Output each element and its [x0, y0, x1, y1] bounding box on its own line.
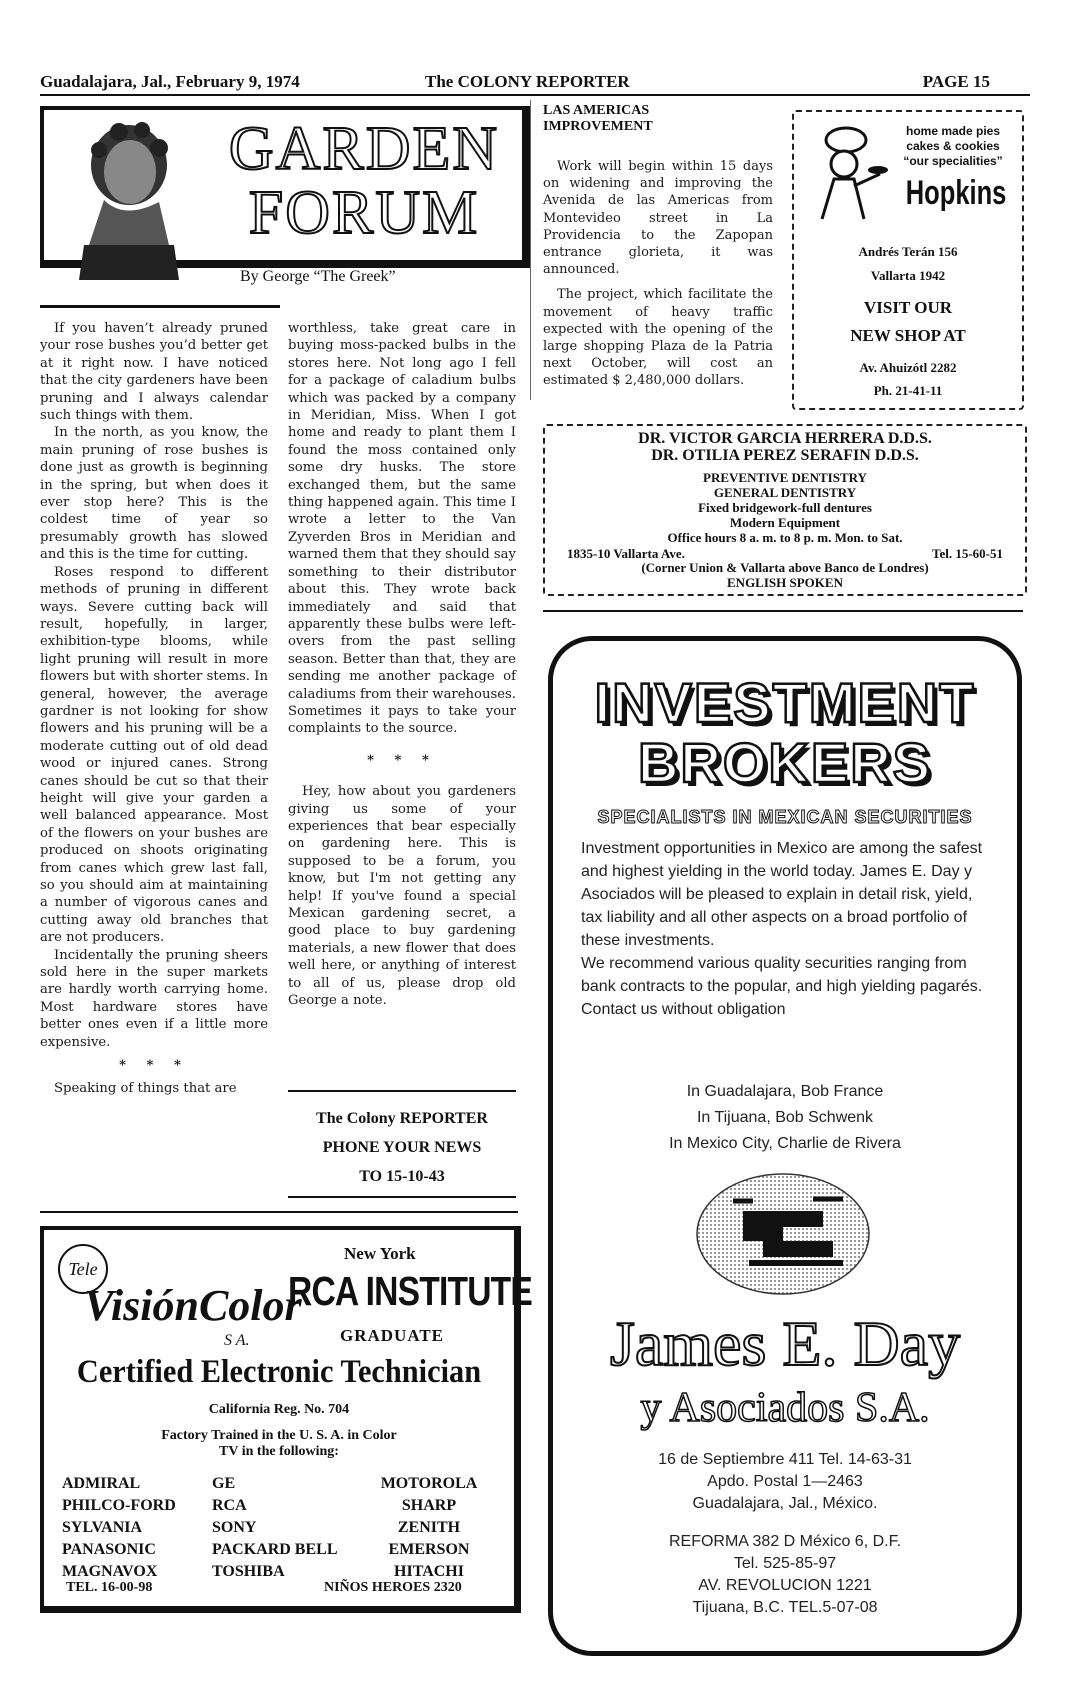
brand: PACKARD BELL [212, 1541, 338, 1558]
address-line: 16 de Septiembre 411 Tel. 14-63-31 [658, 1451, 912, 1468]
dentist-address: 1835-10 Vallarta Ave. [567, 546, 685, 561]
paragraph: The project, which facilitate the movement of heavy traffic expected with the opening of the large shopping Plaza de la Patria next October, will cost an estimated $ 2,480,000 dollars. [543, 287, 773, 389]
hopkins-name: Hopkins [905, 174, 1007, 212]
byline: By George “The Greek” [240, 268, 396, 285]
brand-list-2 [212, 1473, 338, 1583]
brokers-title: BROKERS [637, 731, 933, 794]
brand: PANASONIC [62, 1541, 156, 1558]
paragraph: Contact us without obligation [581, 1001, 786, 1018]
investment-subtitle: SPECIALISTS IN MEXICAN SECURITIES [597, 807, 973, 827]
english-spoken: ENGLISH SPOKEN [727, 575, 843, 590]
page-number: PAGE 15 [922, 72, 990, 91]
vision-color-logo: VisiónColor [84, 1281, 302, 1330]
new-york-label: New York [344, 1244, 416, 1263]
factory-line-1: Factory Trained in the U. S. A. in Color [161, 1428, 397, 1443]
brand: EMERSON [388, 1541, 470, 1558]
paragraph: Work will begin within 15 days on widening and improving the Avenida de las Americas from Montevideo street in La Providencia to the Zapopan entrance glorieta, it was announced. [543, 159, 773, 278]
tagline-line: home made pies [905, 124, 1001, 138]
firm-name: James E. Day [609, 1308, 961, 1379]
phone-box-bottom-rule [288, 1196, 516, 1198]
brand: GE [212, 1475, 236, 1492]
dateline: Guadalajara, Jal., February 9, 1974 [40, 72, 300, 91]
logo-sa: S A. [224, 1332, 250, 1349]
brand: SONY [212, 1519, 257, 1536]
firm-name-2: y Asociados S.A. [640, 1385, 930, 1431]
phone-box-line-2: PHONE YOUR NEWS [322, 1139, 482, 1156]
americas-headline: LAS AMERICAS IMPROVEMENT [543, 103, 653, 134]
tv-technician-ad [40, 1226, 532, 1613]
paragraph: Incidentally the pruning sheers sold here in the super markets are hardly worth carrying home. Most hardware stores have better ones even if a little more expensive. [40, 947, 268, 1050]
location-line: (Corner Union & Vallarta above Banco de Londres) [641, 560, 929, 575]
tagline-line: “our specialities” [903, 154, 1003, 168]
address-line: Vallarta 1942 [870, 268, 946, 283]
graduate-label: GRADUATE [340, 1326, 445, 1345]
rca-institute: RCA INSTITUTE [288, 1268, 532, 1314]
brand: HITACHI [394, 1563, 464, 1580]
paragraph: Speaking of things that are [54, 1081, 237, 1097]
dentist-location [545, 560, 1025, 590]
address-line: Tijuana, B.C. TEL.5-07-08 [692, 1599, 878, 1616]
tv-phone: TEL. 16-00-98 [66, 1580, 153, 1595]
hopkins-bakery-ad [792, 110, 1024, 410]
garden-column-1 [40, 320, 268, 1098]
paragraph: worthless, take great care in buying moss-packed bulbs in the stores here. Not long ago I fell for a package of caladium bulbs which was packed by a company in Meridian, Miss. When I got home and ready to plant them I found the moss contained only some dry husks. The store exchanged them, but the same thing happened again. This time I wrote a letter to the Van Zyverden Bros in Meridian and warned them that they should say something to their distributor about this. They wrote back immediately and said that apparently these bulbs were left-overs from the past selling season. Better than that, they are sending me another package of caladiums from their warehouses. Sometimes it pays to take your complaints to the source. [288, 321, 516, 737]
contact-line: In Mexico City, Charlie de Rivera [669, 1135, 901, 1152]
contact-line: In Tijuana, Bob Schwenk [696, 1109, 874, 1126]
investment-title: INVESTMENT [594, 671, 976, 734]
forum-title: FORUM [248, 179, 480, 247]
brand: ADMIRAL [62, 1475, 141, 1492]
header-rule [40, 94, 1030, 96]
service-line: Fixed bridgework-full dentures [698, 500, 872, 515]
phone-box-line-3: TO 15-10-43 [359, 1168, 445, 1185]
address-line: REFORMA 382 D México 6, D.F. [668, 1533, 902, 1550]
service-line: PREVENTIVE DENTISTRY [703, 470, 867, 485]
firm-addresses-other [553, 1531, 1017, 1619]
contact-line: In Guadalajara, Bob France [686, 1083, 884, 1100]
americas-article [543, 158, 773, 390]
address-line: Av. Ahuizótl 2282 [859, 360, 957, 375]
hopkins-new-shop [794, 356, 1022, 402]
james-day-logo-icon [693, 1171, 873, 1297]
greek-bust-icon [64, 120, 194, 280]
brand-list-3 [374, 1473, 484, 1583]
investment-brokers-ad [548, 636, 1022, 1656]
dentist-name: DR. VICTOR GARCIA HERRERA D.D.S. [638, 430, 932, 447]
address-line: Tel. 525-85-97 [733, 1555, 837, 1572]
brand: RCA [212, 1497, 247, 1514]
section-separator: * * * [119, 1058, 189, 1074]
tele-logo-mark: Tele [58, 1244, 108, 1294]
chef-icon [808, 124, 888, 224]
address-line: Guadalajara, Jal., México. [692, 1495, 878, 1512]
paragraph: We recommend various quality securities ranging from bank contracts to the popular, and high yielding pagarés. [581, 955, 983, 995]
brand: MOTOROLA [380, 1475, 478, 1492]
garden-title: GARDEN [228, 115, 500, 183]
paragraph: Roses respond to different methods of pruning in different ways. Severe cutting back will result, hopefully, in larger, exhibition-type blooms, while light pruning will result in more flowers but with shorter stems. In general, however, the average gardner is not looking for show flowers and his pruning will be a moderate cutting out of old dead wood or injured canes. Strong canes should be cut so that their height will give your garden a well balanced appearance. Most of the flowers on your bushes are produced on shoots originating from canes which grew last fall, so you should aim at maintaining a number of vigorous canes and cutting away old branches that are not producers. [40, 564, 268, 946]
brand: ZENITH [397, 1519, 461, 1536]
visit-line: NEW SHOP AT [850, 326, 966, 345]
paragraph: Hey, how about you gardeners giving us some of your experiences that bear especially on gardening here. This is supposed to be a forum, you know, but I'm not getting any help! If you've found a special Mexican gardening secret, a good place to buy gardening materials, a new flower that does well here, or anything of interest to all of us, please drop old George a note. [288, 784, 516, 1009]
brand: SYLVANIA [62, 1519, 143, 1536]
certified-technician: Certified Electronic Technician [76, 1354, 482, 1390]
brand: SHARP [401, 1497, 457, 1514]
garden-forum-banner [40, 106, 530, 268]
section-separator: * * * [367, 752, 437, 768]
address-line: AV. REVOLUCION 1221 [698, 1577, 872, 1594]
garden-column-2 [288, 320, 516, 1009]
service-line: Modern Equipment [729, 515, 841, 530]
dentist-phone: Tel. 15-60-51 [931, 546, 1003, 561]
office-hours: Office hours 8 a. m. to 8 p. m. Mon. to Sat. [667, 530, 903, 545]
tv-address: NIÑOS HEROES 2320 [324, 1580, 462, 1595]
dentist-name: DR. OTILIA PEREZ SERAFIN D.D.S. [651, 447, 919, 464]
paragraph: If you haven’t already pruned your rose bushes you’d better get at it right now. I have noticed that the city gardeners have been pruning and I always calendar such things with them. [40, 321, 268, 424]
tagline-line: cakes & cookies [906, 139, 1000, 153]
factory-line-2: TV in the following: [219, 1444, 339, 1459]
newspaper-name: The COLONY REPORTER [425, 72, 630, 91]
byline-rule [40, 305, 280, 308]
hopkins-tagline [890, 124, 1016, 169]
visit-line: VISIT OUR [863, 298, 953, 317]
dentist-names [545, 430, 1025, 464]
address-line: Andrés Terán 156 [858, 244, 958, 259]
page-header [40, 72, 1030, 96]
dentist-services [545, 470, 1025, 545]
phone-box-top-rule [288, 1090, 516, 1092]
dentist-ad [543, 424, 1027, 596]
california-reg: California Reg. No. 704 [208, 1402, 350, 1417]
firm-addresses-gdl [553, 1449, 1017, 1515]
investment-contacts [553, 1079, 1017, 1157]
brand: TOSHIBA [212, 1563, 285, 1580]
address-line: Apdo. Postal 1—2463 [707, 1473, 863, 1490]
brand: PHILCO-FORD [62, 1497, 176, 1514]
phone-news-box [288, 1104, 516, 1191]
hopkins-visit [794, 294, 1022, 350]
paragraph: Investment opportunities in Mexico are among the safest and highest yielding in the world today. James E. Day y Asociados will be pleased to explain in detail risk, yield, tax liability and all other aspects on a broad portfolio of these investments. [581, 840, 983, 949]
investment-body [581, 837, 993, 1021]
dentist-bottom-rule [543, 610, 1023, 612]
paragraph: In the north, as you know, the main pruning of rose bushes is done just as growth is beginning in the spring, but when does it ever stop here? This is the coldest time of year so presumably growth has slowed and this is the time for cutting. [40, 425, 268, 563]
hopkins-addresses [794, 240, 1022, 288]
column-divider [530, 100, 531, 400]
service-line: GENERAL DENTISTRY [713, 485, 857, 500]
column-bottom-rule [40, 1211, 518, 1213]
brand: MAGNAVOX [62, 1563, 158, 1580]
hopkins-phone: Ph. 21-41-11 [873, 383, 943, 398]
brand-list-1 [62, 1473, 176, 1583]
factory-trained [44, 1428, 514, 1460]
phone-box-line-1: The Colony REPORTER [316, 1110, 488, 1127]
